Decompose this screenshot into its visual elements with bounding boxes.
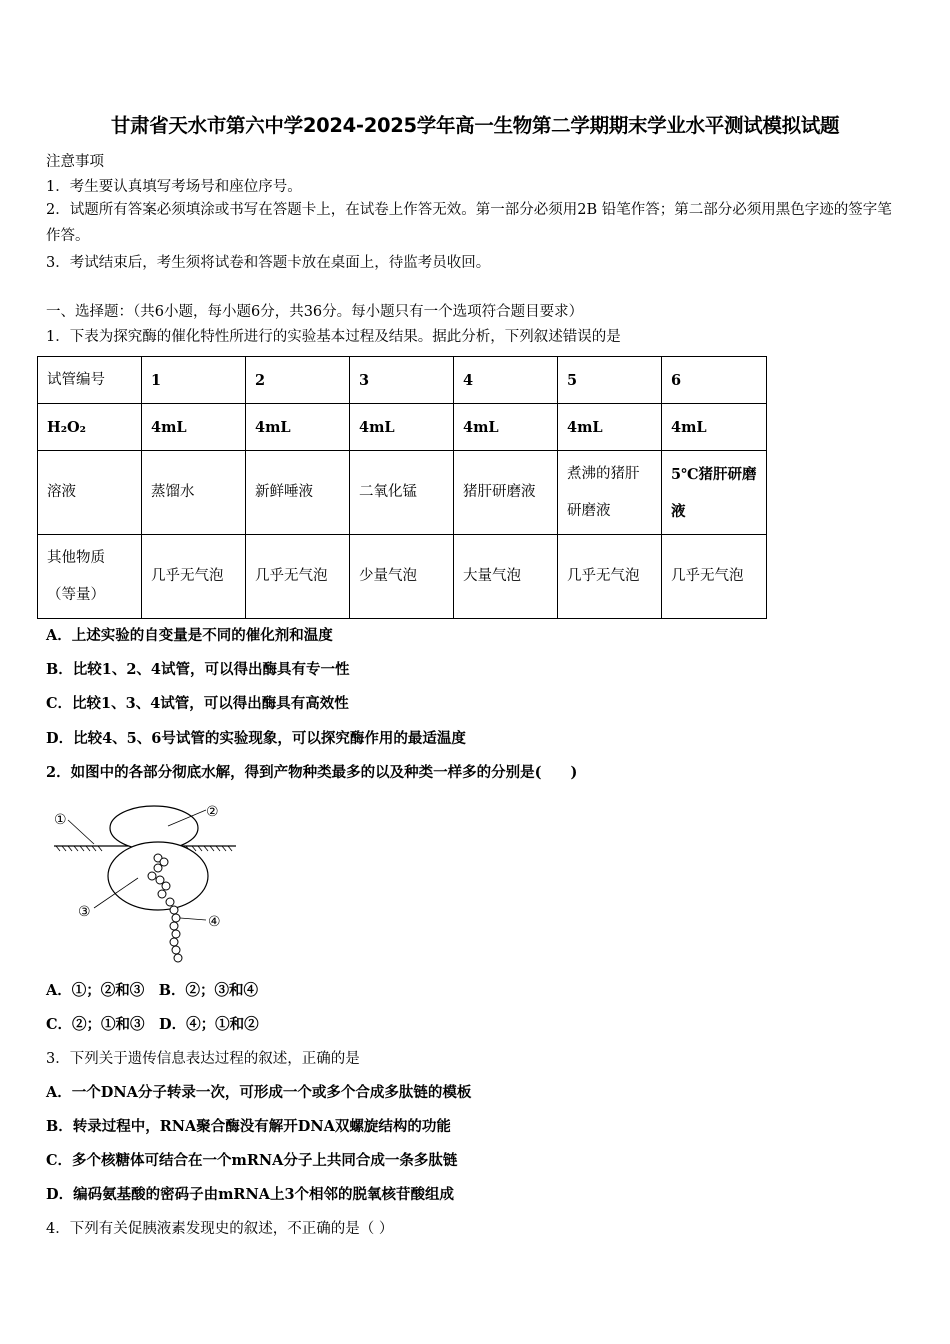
table-cell: 溶液 [38,451,142,535]
q3-option-c: C．多个核糖体可结合在一个mRNA分子上共同合成一条多肽链 [46,1152,458,1169]
table-cell: 煮沸的猪肝研磨液 [558,451,662,535]
table-row [38,404,767,451]
table-cell: 几乎无气泡 [662,535,767,619]
table-row [38,451,767,535]
question-2-stem: 2．如图中的各部分彻底水解，得到产物种类最多的以及种类一样多的分别是( ) [46,764,578,781]
section-heading: 一、选择题：（共6小题，每小题6分，共36分。每小题只有一个选项符合题目要求） [46,304,584,320]
question-4-stem: 4．下列有关促胰液素发现史的叙述，不正确的是（ ） [46,1221,394,1237]
table-cell: 少量气泡 [350,535,454,619]
table-cell: 1 [142,357,246,404]
table-cell: H₂O₂ [38,404,142,451]
table-cell: 4mL [246,404,350,451]
table-cell: 蒸馏水 [142,451,246,535]
table-cell: 二氧化锰 [350,451,454,535]
table-cell: 5 [558,357,662,404]
figure-label-4: ④ [208,914,221,930]
exam-title: 甘肃省天水市第六中学2024-2025学年高一生物第二学期期末学业水平测试模拟试题 [110,114,840,137]
table-header-row [38,357,767,404]
table-cell: 3 [350,357,454,404]
notice-item-1: 1．考生要认真填写考场号和座位序号。 [46,179,302,195]
table-cell: 几乎无气泡 [246,535,350,619]
table-cell: 4mL [142,404,246,451]
table-cell: 4mL [558,404,662,451]
question-3-stem: 3．下列关于遗传信息表达过程的叙述，正确的是 [46,1051,360,1067]
figure-label-3: ③ [78,904,91,920]
q2-options-row-1: A．①；②和③ B．②；③和④ [46,982,259,999]
table-cell: 5℃猪肝研磨液 [662,451,767,535]
notice-heading: 注意事项 [46,154,104,170]
q3-option-a: A．一个DNA分子转录一次，可形成一个或多个合成多肽链的模板 [46,1084,472,1101]
table-cell: 4mL [454,404,558,451]
experiment-table [37,356,767,619]
table-cell: 猪肝研磨液 [454,451,558,535]
table-cell: 2 [246,357,350,404]
q3-option-d: D．编码氨基酸的密码子由mRNA上3个相邻的脱氧核苷酸组成 [46,1186,455,1203]
figure-label-1: ① [54,812,67,828]
table-cell: 试管编号 [38,357,142,404]
table-cell: 4mL [662,404,767,451]
table-row [38,535,767,619]
q1-option-c: C．比较1、3、4试管，可以得出酶具有高效性 [46,695,349,712]
table-cell: 几乎无气泡 [142,535,246,619]
table-cell: 其他物质（等量） [38,535,142,619]
table-cell: 4 [454,357,558,404]
q1-option-b: B．比较1、2、4试管，可以得出酶具有专一性 [46,661,350,678]
table-cell: 6 [662,357,767,404]
table-cell: 4mL [350,404,454,451]
q2-options-row-2: C．②；①和③ D．④；①和② [46,1016,259,1033]
table-cell: 大量气泡 [454,535,558,619]
q3-option-b: B．转录过程中，RNA聚合酶没有解开DNA双螺旋结构的功能 [46,1118,451,1135]
membrane-protein-figure [46,798,246,973]
figure-label-2: ② [206,804,219,820]
question-1-stem: 1．下表为探究酶的催化特性所进行的实验基本过程及结果。据此分析，下列叙述错误的是 [46,329,621,345]
table-cell: 几乎无气泡 [558,535,662,619]
q1-option-a: A．上述实验的自变量是不同的催化剂和温度 [46,627,333,644]
notice-item-3: 3．考试结束后，考生须将试卷和答题卡放在桌面上，待监考员收回。 [46,255,491,271]
q1-option-d: D．比较4、5、6号试管的实验现象，可以探究酶作用的最适温度 [46,730,466,747]
table-cell: 新鲜唾液 [246,451,350,535]
notice-item-2: 2．试题所有答案必须填涂或书写在答题卡上，在试卷上作答无效。第一部分必须用2B 铅笔作答；第二部分必须用黑色字迹的签字笔作答。 [46,202,892,244]
